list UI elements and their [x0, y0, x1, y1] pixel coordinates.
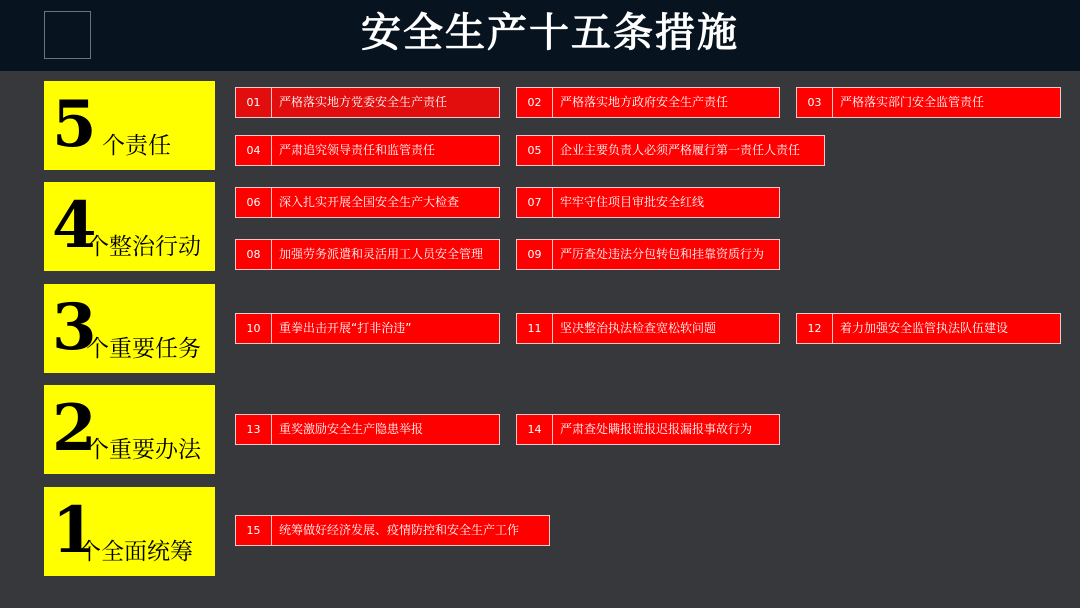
measure-text: 企业主要负责人必须严格履行第一责任人责任: [560, 143, 801, 157]
measure-number: 13: [236, 415, 272, 444]
measure-number: 10: [236, 314, 272, 343]
measure-text: 重拳出击开展“打非治违”: [279, 321, 412, 335]
measure-item[interactable]: [235, 187, 500, 218]
measure-item[interactable]: [235, 239, 500, 270]
category-number: 4: [52, 188, 97, 263]
measure-item[interactable]: [516, 135, 825, 166]
category-number: 3: [52, 290, 97, 365]
measure-item[interactable]: [796, 87, 1061, 118]
category-label: 个重要办法: [86, 437, 201, 463]
measure-text: 重奖激励安全生产隐患举报: [279, 422, 424, 436]
measure-text: 严格落实地方政府安全生产责任: [560, 95, 729, 109]
measure-number: 09: [517, 240, 553, 269]
measure-text: 深入扎实开展全国安全生产大检查: [279, 195, 460, 209]
measure-number: 02: [517, 88, 553, 117]
category-3: [44, 284, 215, 373]
measure-number: 04: [236, 136, 272, 165]
measure-item[interactable]: [516, 313, 780, 344]
measure-text: 着力加强安全监管执法队伍建设: [840, 321, 1009, 335]
measure-number: 05: [517, 136, 553, 165]
measure-text: 严肃查处瞒报谎报迟报漏报事故行为: [560, 422, 753, 436]
measure-item[interactable]: [235, 87, 500, 118]
measure-item[interactable]: [516, 87, 780, 118]
measure-item[interactable]: [516, 187, 780, 218]
measure-text: 加强劳务派遣和灵活用工人员安全管理: [279, 247, 484, 261]
measure-item[interactable]: [235, 414, 500, 445]
header-bar: [0, 0, 1080, 71]
category-number: 5: [52, 87, 97, 162]
measure-text: 牢牢守住项目审批安全红线: [560, 195, 705, 209]
measure-text: 严格落实地方党委安全生产责任: [279, 95, 448, 109]
measure-item[interactable]: [516, 414, 780, 445]
category-label: 个全面统筹: [78, 539, 193, 565]
category-2: [44, 385, 215, 474]
measure-number: 03: [797, 88, 833, 117]
category-label: 个重要任务: [86, 336, 201, 362]
category-label: 个责任: [102, 133, 171, 159]
measure-item[interactable]: [235, 515, 550, 546]
measure-text: 严格落实部门安全监管责任: [840, 95, 985, 109]
page-title: 安全生产十五条措施: [361, 9, 739, 56]
measure-text: 严肃追究领导责任和监管责任: [279, 143, 436, 157]
measure-number: 15: [236, 516, 272, 545]
category-number: 1: [52, 493, 97, 568]
measure-item[interactable]: [235, 135, 500, 166]
category-4: [44, 182, 215, 271]
measure-number: 06: [236, 188, 272, 217]
measure-number: 07: [517, 188, 553, 217]
measure-text: 严厉查处违法分包转包和挂靠资质行为: [560, 247, 765, 261]
measure-number: 08: [236, 240, 272, 269]
category-5: [44, 81, 215, 170]
category-1: [44, 487, 215, 576]
measure-item[interactable]: [516, 239, 780, 270]
measure-number: 14: [517, 415, 553, 444]
measure-number: 11: [517, 314, 553, 343]
measure-number: 12: [797, 314, 833, 343]
measure-item[interactable]: [796, 313, 1061, 344]
measure-text: 坚决整治执法检查宽松软问题: [560, 321, 717, 335]
category-label: 个整治行动: [86, 234, 201, 260]
measure-item[interactable]: [235, 313, 500, 344]
category-number: 2: [52, 391, 97, 466]
measure-number: 01: [236, 88, 272, 117]
measure-text: 统筹做好经济发展、疫情防控和安全生产工作: [279, 523, 520, 537]
